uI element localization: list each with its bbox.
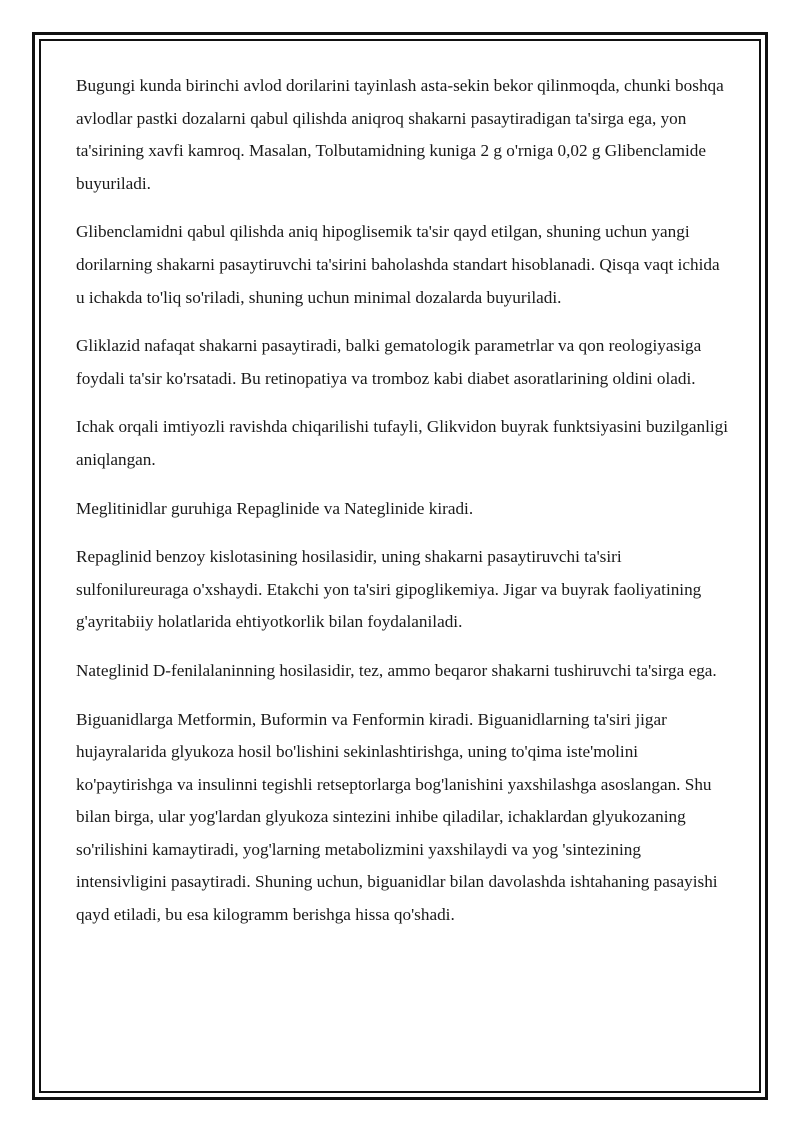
paragraph: Biguanidlarga Metformin, Buformin va Fenformin kiradi. Biguanidlarning ta'siri jigar hujayralarida glyukoza hosil bo'lishini sekinlashtirishga, uning to'qima iste'molini ko'paytirishga va insulinni tegishli retseptorlarga bog'lanishini yaxshilashga asoslangan. Shu bilan birga, ular yog'lardan glyukoza sintezini inhibe qiladilar, ichaklardan glyukozaning so'rilishini kamaytiradi, yog'larning metabolizmini yaxshilaydi va yog 'sintezining intensivligini pasaytiradi. Shuning uchun, biguanidlar bilan davolashda ishtahaning pasayishi qayd etiladi, bu esa kilogramm berishga hissa qo'shadi. [76, 709, 718, 925]
paragraph: Meglitinidlar guruhiga Repaglinide va Nateglinide kiradi. [76, 498, 474, 518]
paragraph: Gliklazid nafaqat shakarni pasaytiradi, balki gematologik parametrlar va qon reologiyasiga foydali ta'sir ko'rsatadi. Bu retinopatiya va tromboz kabi diabet asoratlarining oldini oladi. [76, 336, 702, 388]
paragraph: Nateglinid D-fenilalaninning hosilasidir, tez, ammo beqaror shakarni tushiruvchi ta'sirga ega. [76, 660, 717, 680]
document-body [76, 70, 732, 948]
paragraph: Repaglinid benzoy kislotasining hosilasidir, uning shakarni pasaytiruvchi ta'siri sulfonilureuraga o'xshaydi. Etakchi yon ta'siri gipoglikemiya. Jigar va buyrak faoliyatining g'ayritabiiy holatlarida ehtiyotkorlik bilan foydalaniladi. [76, 547, 702, 632]
paragraph: Ichak orqali imtiyozli ravishda chiqarilishi tufayli, Glikvidon buyrak funktsiyasini buzilganligi aniqlangan. [76, 417, 729, 469]
paragraph: Glibenclamidni qabul qilishda aniq hipoglisemik ta'sir qayd etilgan, shuning uchun yangi dorilarning shakarni pasaytiruvchi ta'sirini baholashda standart hisoblanadi. Qisqa vaqt ichida u ichakda to'liq so'riladi, shuning uchun minimal dozalarda buyuriladi. [76, 222, 720, 307]
paragraph: Bugungi kunda birinchi avlod dorilarini tayinlash asta-sekin bekor qilinmoqda, chunki boshqa avlodlar pastki dozalarni qabul qilishda aniqroq shakarni pasaytiradigan ta'sirga ega, yon ta'sirining xavfi kamroq. Masalan, Tolbutamidning kuniga 2 g o'rniga 0,02 g Glibenclamide buyuriladi. [76, 76, 724, 193]
